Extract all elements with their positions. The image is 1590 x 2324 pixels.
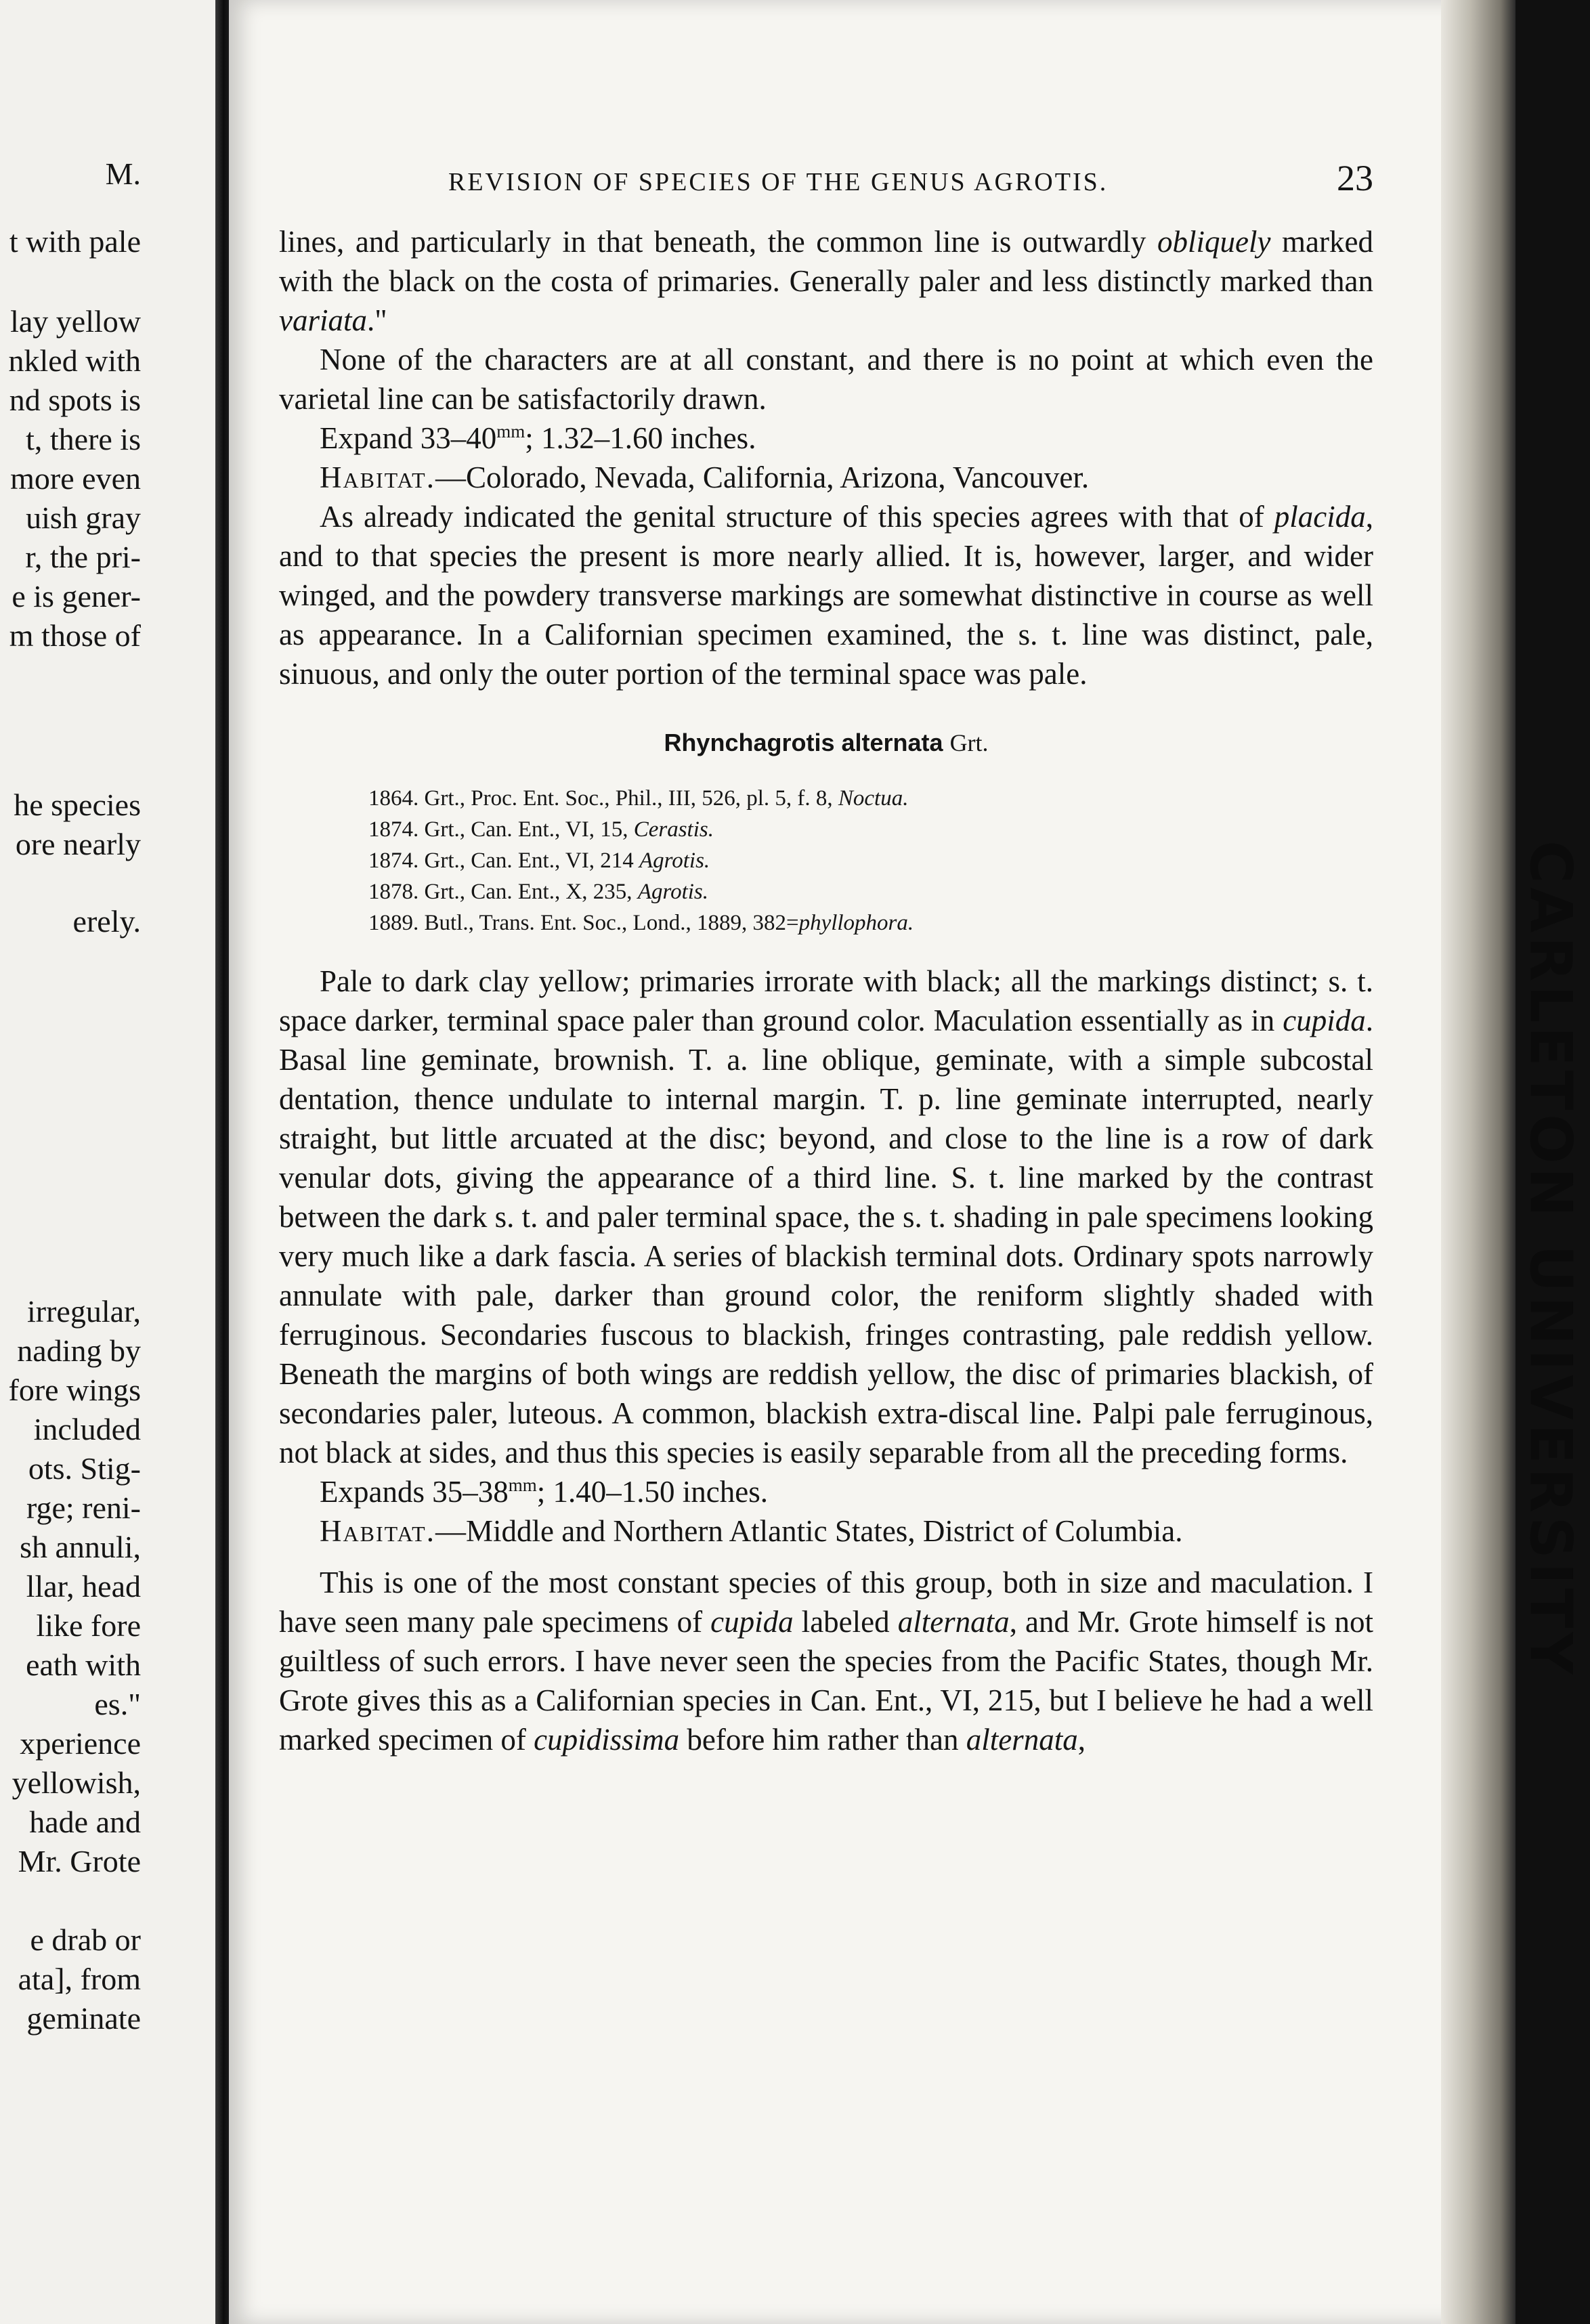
species-heading: [279, 729, 1373, 757]
facing-page-line: e drab or: [30, 1922, 141, 1957]
facing-page-line: fore wings: [8, 1373, 141, 1407]
book-gutter: [215, 0, 229, 2324]
synonymy-references: [368, 783, 1373, 939]
species-name: Rhynchagrotis alternata: [664, 729, 943, 756]
facing-page-line: irregular,: [26, 1294, 141, 1329]
facing-page-line: more even: [10, 461, 141, 496]
paragraph-habitat-2: Habitat.—Middle and Northern Atlantic States, District of Columbia.: [320, 1514, 1183, 1548]
paragraph-continuation: lines, and particularly in that beneath, the common line is outwardly obliquely marked with the black on the costa of primaries. Generally paler and less distinctly marked than variata.": [279, 225, 1373, 337]
facing-page-line: ots. Stig-: [28, 1451, 141, 1486]
reference-item: 1874. Grt., Can. Ent., VI, 214 Agrotis.: [368, 848, 710, 873]
facing-page-line: lay yellow: [10, 304, 141, 339]
facing-page-line: he species: [14, 788, 141, 822]
paragraph-characters: None of the characters are at all constant, and there is no point at which even the varietal line can be satisfactorily drawn.: [279, 343, 1373, 416]
facing-page-line: M.: [105, 156, 141, 191]
facing-page-line: rge; reni-: [26, 1490, 141, 1525]
facing-page-line: ore nearly: [15, 827, 141, 861]
paragraph-genital-structure: As already indicated the genital structure of this species agrees with that of placida, and to that species the present is more nearly allied. It is, however, larger, and wider winged, and the powdery transverse markings are somewhat distinctive in course as well as appearance. In a Californian specimen examined, the s. t. line was distinct, pale, sinuous, and only the outer portion of the terminal space was pale.: [279, 500, 1373, 691]
facing-page-line: nd spots is: [9, 383, 141, 417]
facing-page-left: [0, 0, 215, 2324]
facing-page-line: llar, head: [26, 1569, 141, 1604]
paragraph-expanse: Expand $33-40^{mm}$; 1.32–1.60 inches.: [320, 421, 756, 455]
facing-page-line: nading by: [17, 1333, 141, 1368]
facing-page-line: erely.: [72, 904, 141, 939]
facing-page-line: nkled with: [8, 343, 141, 378]
library-stamp-text: CARLETON UNIVERSITY: [1517, 840, 1585, 1679]
facing-page-line: es.": [94, 1687, 141, 1721]
facing-page-line: yellowish,: [12, 1765, 141, 1800]
facing-page-line: like fore: [36, 1608, 141, 1643]
facing-page-line: t with pale: [9, 224, 141, 259]
facing-page-line: uish gray: [26, 500, 141, 535]
page-number: 23: [1337, 158, 1373, 198]
facing-page-line: t, there is: [26, 422, 141, 456]
running-head-title: REVISION OF SPECIES OF THE GENUS AGROTIS.: [448, 168, 1109, 196]
facing-page-line: xperience: [20, 1726, 141, 1761]
facing-page-line: e is gener-: [12, 579, 141, 614]
facing-page-line: sh annuli,: [20, 1530, 141, 1564]
reference-item: 1864. Grt., Proc. Ent. Soc., Phil., III, 526, pl. 5, f. 8, Noctua.: [368, 786, 909, 811]
page-edge: [1441, 0, 1516, 2324]
reference-item: 1889. Butl., Trans. Ent. Soc., Lond., 1889, 382=phyllophora.: [368, 911, 914, 935]
running-header: [279, 157, 1373, 199]
library-stamp: [1517, 840, 1585, 1679]
facing-page-line: m those of: [9, 618, 141, 653]
paragraph-expanse-2: Expands $35-38^{mm}$; 1.40–1.50 inches.: [320, 1475, 768, 1509]
paragraph-habitat: Habitat.—Colorado, Nevada, California, Arizona, Vancouver.: [320, 460, 1090, 494]
facing-page-line: Mr. Grote: [18, 1844, 141, 1878]
paragraph-description: Pale to dark clay yellow; primaries irrorate with black; all the markings distinct; s. t. space darker, terminal space paler than ground color. Maculation essentially as in cupida. Basal line geminate, brownish. T. a. line oblique, geminate, with a simple subcostal dentation, thence undulate to internal margin. T. p. line geminate interrupted, nearly straight, but little arcuated at the disc; beyond, and close to the line is a row of dark venular dots, giving the appearance of a third line. S. t. line marked by the contrast between the dark s. t. and paler terminal space, the s. t. shading in pale specimens looking very much like a dark fascia. A series of blackish terminal dots. Ordinary spots narrowly annulate with pale, darker than ground color, the reniform slightly shaded with ferruginous. Secondaries fuscous to blackish, fringes contrasting, pale reddish yellow. Beneath the margins of both wings are reddish yellow, the disc of primaries blackish, of secondaries paler, luteous. A common, blackish extra-discal line. Palpi pale ferruginous, not black at sides, and thus this species is easily separable from all the preceding forms.: [279, 964, 1373, 1469]
text-column: [279, 157, 1373, 1759]
reference-item: 1874. Grt., Can. Ent., VI, 15, Cerastis.: [368, 817, 714, 842]
facing-page-line: eath with: [26, 1648, 141, 1682]
facing-page-line: included: [33, 1412, 141, 1446]
facing-page-line: hade and: [29, 1805, 141, 1839]
species-author: Grt.: [949, 729, 989, 756]
paragraph-remarks: This is one of the most constant species of this group, both in size and maculation. I have seen many pale specimens of cupida labeled alternata, and Mr. Grote himself is not guiltless of such errors. I have never seen the species from the Pacific States, though Mr. Grote gives this as a Californian species in Can. Ent., VI, 215, but I believe he had a well marked specimen of cupidissima before him rather than alternata,: [279, 1566, 1373, 1757]
facing-page-line: geminate: [26, 2001, 141, 2036]
facing-page-line: r, the pri-: [25, 540, 141, 574]
reference-item: 1878. Grt., Can. Ent., X, 235, Agrotis.: [368, 880, 709, 904]
facing-page-line: ata], from: [18, 1962, 141, 1996]
